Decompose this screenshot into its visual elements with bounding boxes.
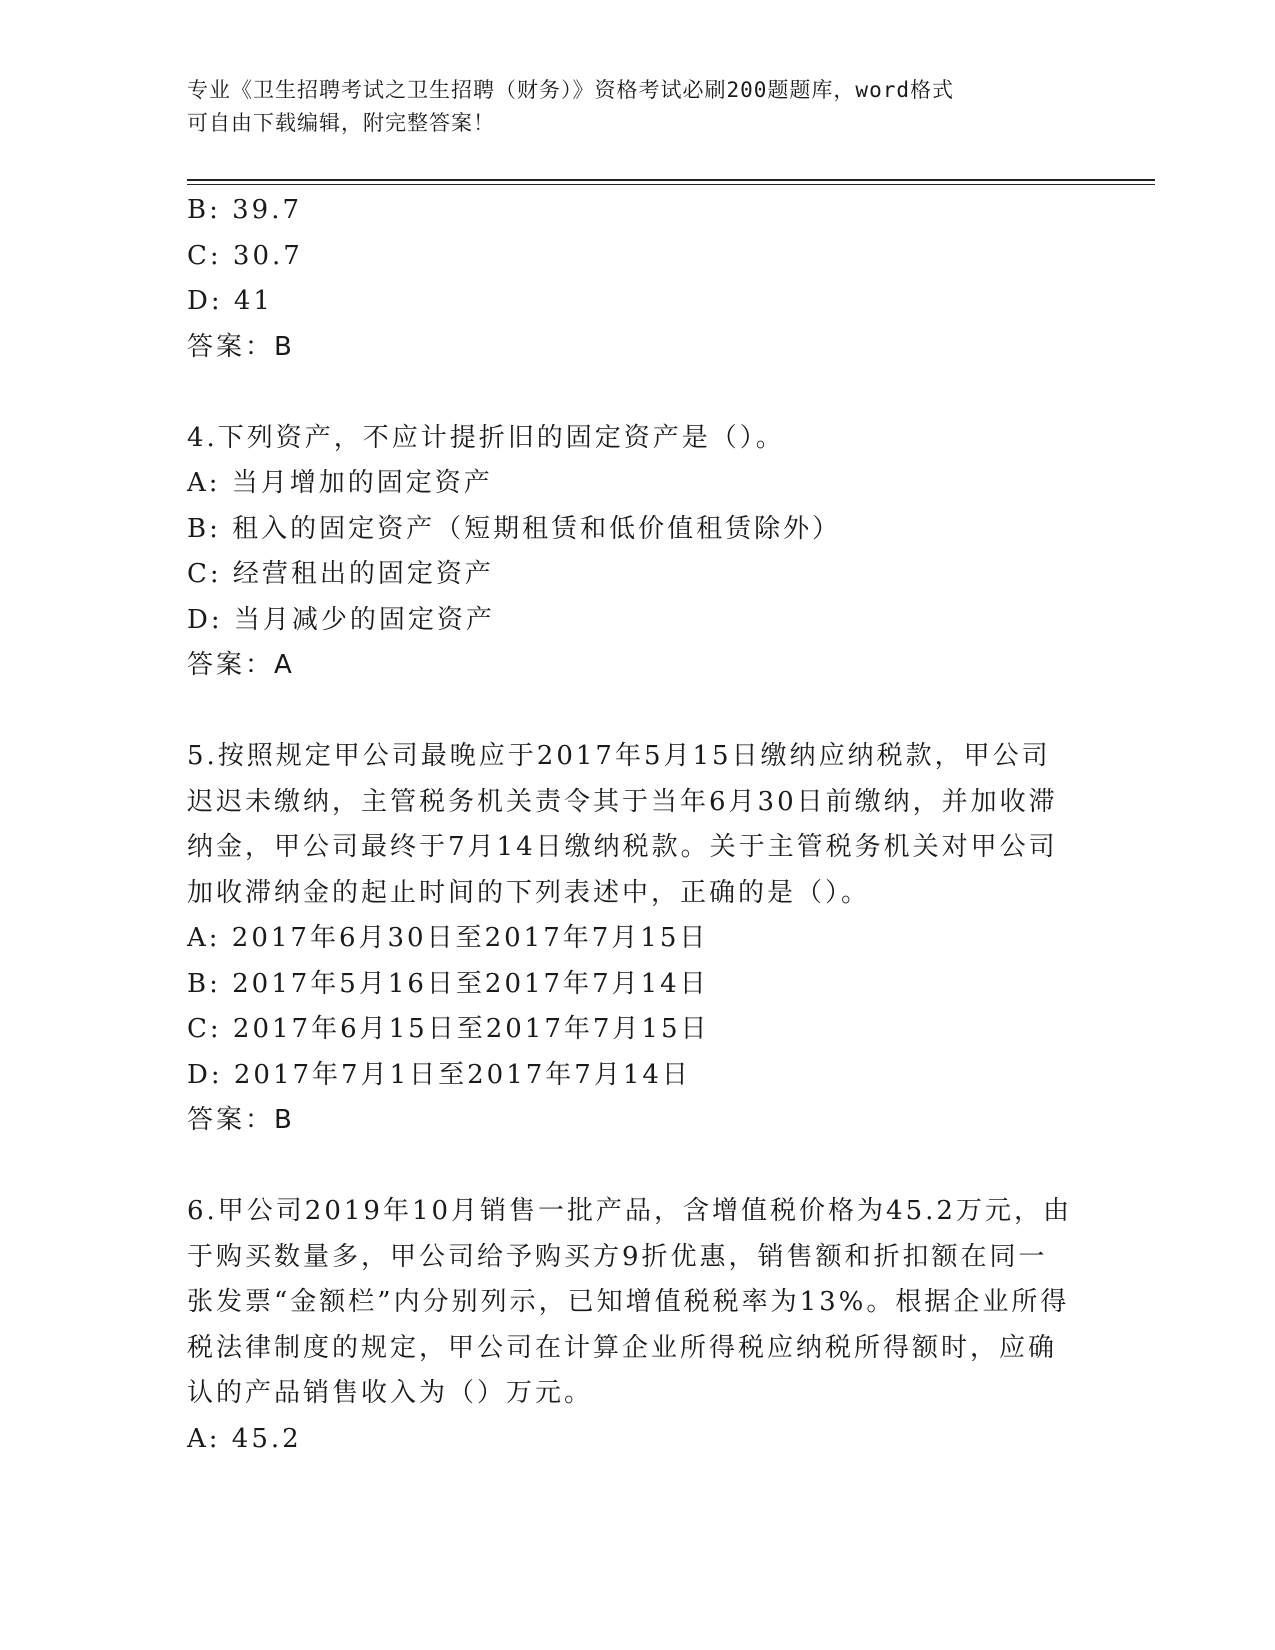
header-line-1: 专业《卫生招聘考试之卫生招聘（财务）》资格考试必刷200题题库，word格式 xyxy=(187,78,954,102)
question-5 xyxy=(187,734,1087,1144)
question-stem: 认的产品销售收入为（）万元。 xyxy=(187,1378,594,1408)
option-c: C: 经营租出的固定资产 xyxy=(187,559,494,589)
question-stem: 于购买数量多，甲公司给予购买方9折优惠，销售额和折扣额在同一 xyxy=(187,1241,1048,1272)
option-b: B: 租入的固定资产（短期租赁和低价值租赁除外） xyxy=(187,513,842,544)
option-c: C: 30.7 xyxy=(187,240,303,271)
answer-line: 答案：B xyxy=(187,331,295,362)
option-a: A: 45.2 xyxy=(187,1423,302,1454)
document-body xyxy=(187,188,1087,1462)
question-3 xyxy=(187,188,1087,370)
question-stem: 4.下列资产，不应计提折旧的固定资产是（）。 xyxy=(187,422,785,453)
question-stem: 纳金，甲公司最终于7月14日缴纳税款。关于主管税务机关对甲公司 xyxy=(187,832,1058,862)
question-stem: 税法律制度的规定，甲公司在计算企业所得税应纳税所得额时，应确 xyxy=(187,1332,1058,1363)
answer-line: 答案：A xyxy=(187,650,295,680)
option-b: B: 39.7 xyxy=(187,195,303,225)
option-d: D: 41 xyxy=(187,286,273,316)
question-4 xyxy=(187,416,1087,689)
question-stem: 迟迟未缴纳，主管税务机关责令其于当年6月30日前缴纳，并加收滞 xyxy=(187,786,1058,817)
question-6 xyxy=(187,1189,1087,1462)
option-a: A: 当月增加的固定资产 xyxy=(187,468,493,498)
question-stem: 5.按照规定甲公司最晚应于2017年5月15日缴纳应纳税款，甲公司 xyxy=(187,741,1051,771)
option-b: B: 2017年5月16日至2017年7月14日 xyxy=(187,968,709,999)
option-d: D: 当月减少的固定资产 xyxy=(187,604,495,635)
option-c: C: 2017年6月15日至2017年7月15日 xyxy=(187,1014,710,1044)
option-d: D: 2017年7月1日至2017年7月14日 xyxy=(187,1059,691,1090)
answer-line: 答案：B xyxy=(187,1105,295,1135)
header-line-2: 可自由下载编辑，附完整答案！ xyxy=(187,111,495,135)
question-stem: 张发票“金额栏”内分别列示，已知增值税税率为13%。根据企业所得 xyxy=(187,1287,1070,1317)
option-a: A: 2017年6月30日至2017年7月15日 xyxy=(187,923,709,953)
page-header xyxy=(187,74,1067,140)
header-rule-thick xyxy=(187,179,1155,181)
question-stem: 加收滞纳金的起止时间的下列表述中，正确的是（）。 xyxy=(187,877,871,908)
header-rule-thin xyxy=(187,184,1155,185)
question-stem: 6.甲公司2019年10月销售一批产品，含增值税价格为45.2万元，由 xyxy=(187,1196,1072,1226)
